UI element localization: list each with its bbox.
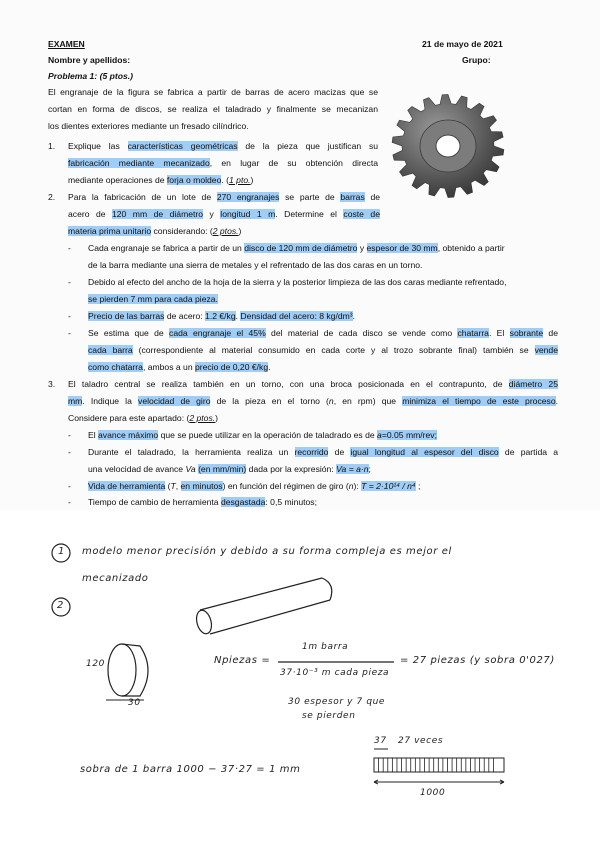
problem-title: Problema 1: (5 ptos.): [48, 71, 133, 81]
q2-bullet-line: Se estima que de cada engranaje el 45% del material de cada disco se vende como chatarra. El sobrante de: [88, 328, 558, 338]
answer-1-line: mecanizado: [82, 573, 149, 584]
group-label: Grupo:: [462, 55, 491, 65]
q2-bullet-line: Debido al efecto del ancho de la hoja de la sierra y la posterior limpieza de las dos caras mediante refrentado,: [88, 277, 507, 287]
q2-line: materia prima unitario considerando: (2 ptos.): [68, 226, 242, 236]
q2-line: Para la fabricación de un lote de 270 engranajes se parte de barras de: [68, 192, 381, 202]
bullet-dash: -: [68, 481, 71, 491]
segment-count-label: 27 veces: [398, 736, 444, 746]
intro-line: cortan en forma de discos, se realiza el taladrado y finalmente se mecanizan: [48, 104, 378, 114]
answer-1-number: 1: [58, 546, 65, 557]
bullet-dash: -: [68, 497, 71, 507]
q2-bullet-line: como chatarra, ambos a un precio de 0,20 €/kg.: [88, 362, 271, 372]
q3-bullet-line: Tiempo de cambio de herramienta desgastada: 0,5 minutos;: [88, 497, 317, 507]
npiezas-label: Npiezas =: [214, 655, 271, 666]
bullet-dash: -: [68, 430, 71, 440]
q2-bullet-line: cada barra (correspondiente al material consumido en cada corte y al trozo sobrante final) también se vende: [88, 345, 558, 355]
segment-length-label: 37: [374, 736, 387, 746]
intro-line: los dientes exteriores mediante un fresado cilíndrico.: [48, 121, 249, 131]
npiezas-result: = 27 piezas (y sobra 0'027): [400, 655, 555, 666]
q3-bullet-line: Vida de herramienta (T, en minutos) en función del régimen de giro (n): T = 2·10¹⁴ / n⁴ ;: [88, 481, 421, 491]
q3-line: El taladro central se realiza también en un torno, con una broca posicionada en el contrapunto, de diámetro 25: [68, 379, 558, 389]
dim-diameter: 120: [86, 659, 105, 669]
q1-number: 1.: [48, 141, 56, 151]
fraction-denominator: 37·10⁻³ m cada pieza: [280, 668, 390, 678]
q3-line: mm. Indique la velocidad de giro de la pieza en el torno (n, en rpm) que minimiza el tiempo de este proceso.: [68, 396, 559, 406]
q2-number: 2.: [48, 192, 56, 202]
bullet-dash: -: [68, 277, 71, 287]
leftover-calc: sobra de 1 barra 1000 − 37·27 = 1 mm: [80, 764, 301, 775]
disc-sketch: [100, 640, 160, 706]
gear-image: [388, 80, 508, 206]
bullet-dash: -: [68, 447, 71, 457]
q3-number: 3.: [48, 379, 56, 389]
q3-bullet-line: Durante el taladrado, la herramienta realiza un recorrido de igual longitud al espesor del disco de partida a: [88, 447, 559, 457]
exam-title: EXAMEN: [48, 39, 85, 49]
answer-2-number: 2: [57, 600, 64, 611]
q3-bullet-line: El avance máximo que se puede utilizar en la operación de taladrado es de a=0.05 mm/rev;: [88, 430, 437, 440]
name-label: Nombre y apellidos:: [48, 55, 131, 65]
q1-line: Explique las características geométricas de la pieza que justifican su: [68, 141, 379, 151]
answer-1-line: modelo menor precisión y debido a su forma compleja es mejor el: [82, 546, 452, 557]
fraction-numerator: 1m barra: [302, 642, 349, 652]
fraction-bar: [278, 660, 398, 664]
q3-line: Considere para este apartado: (2 ptos.): [68, 413, 219, 423]
dim-thickness: 30: [128, 698, 141, 708]
q2-bullet-line: de la barra mediante una sierra de metales y el refrentado de las dos caras en un torno.: [88, 260, 423, 270]
bar-sketch: [190, 572, 340, 642]
q2-bullet-line: Cada engranaje se fabrica a partir de un disco de 120 mm de diámetro y espesor de 30 mm, obtenido a partir: [88, 243, 505, 253]
q3-bullet-line: una velocidad de avance Va (en mm/min) dada por la expresión: Va = a·n;: [88, 464, 371, 474]
q1-line: fabricación mediante mecanizado, en lugar de su obtención directa: [68, 158, 378, 168]
bullet-dash: -: [68, 243, 71, 253]
q2-bullet-line: se pierden 7 mm para cada pieza.: [88, 294, 218, 304]
waste-note: se pierden: [302, 711, 356, 721]
bar-length-label: 1000: [420, 788, 446, 798]
q1-line: mediante operaciones de forja o moldeo. (1 pto.): [68, 175, 254, 185]
waste-note: 30 espesor y 7 que: [288, 697, 386, 707]
bullet-dash: -: [68, 311, 71, 321]
intro-line: El engranaje de la figura se fabrica a partir de barras de acero macizas que se: [48, 87, 378, 97]
gear-bore: [436, 135, 460, 157]
bullet-dash: -: [68, 328, 71, 338]
q2-line: acero de 120 mm de diámetro y longitud 1 m. Determine el coste de: [68, 209, 380, 219]
exam-date: 21 de mayo de 2021: [422, 39, 503, 49]
segmented-bar: [372, 746, 508, 794]
q2-bullet-line: Precio de las barras de acero: 1.2 €/kg. Densidad del acero: 8 kg/dm³.: [88, 311, 356, 321]
